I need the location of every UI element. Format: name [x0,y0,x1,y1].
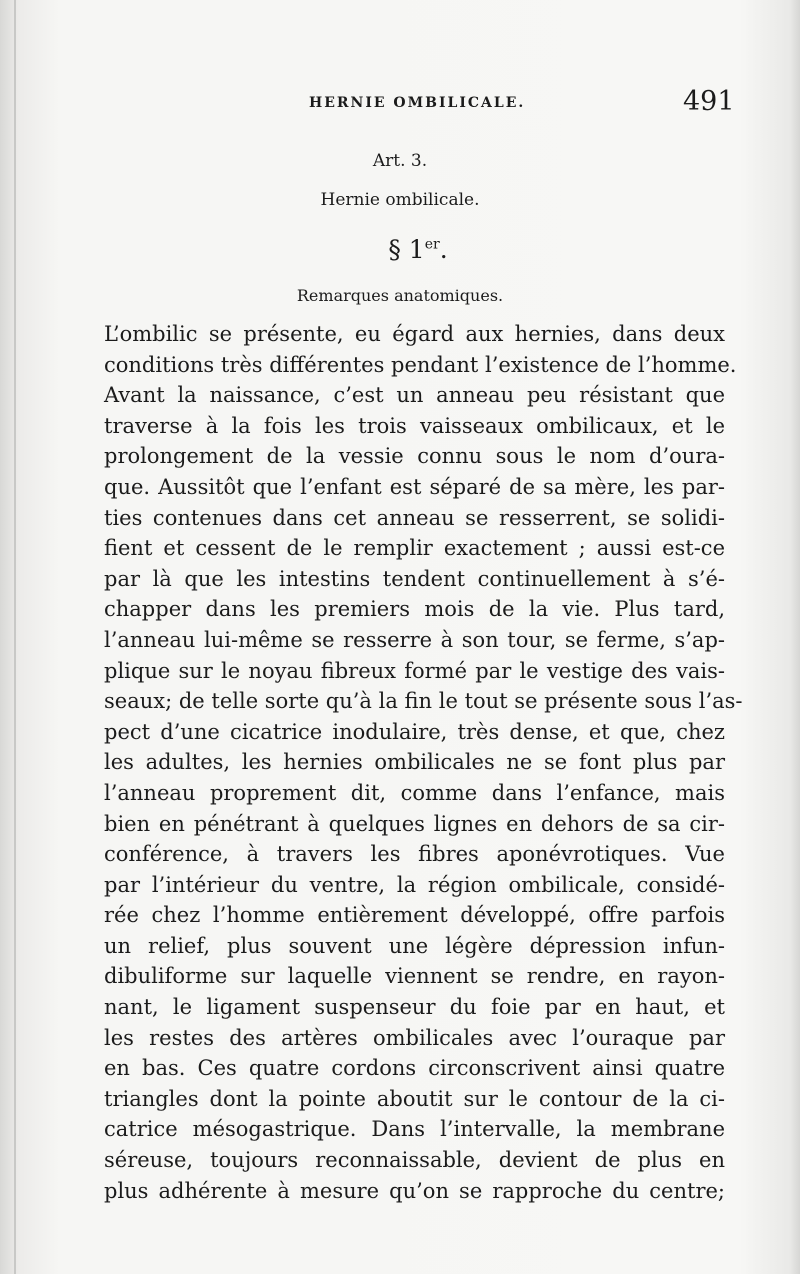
text-line: chapper dans les premiers mois de la vie. Plus tard, [104,597,725,622]
text-line: nant, le ligament suspenseur du foie par en haut, et [104,995,725,1020]
text-line: triangles dont la pointe aboutit sur le contour de la ci- [104,1086,725,1111]
text-line: prolongement de la vessie connu sous le nom d’oura- [104,444,725,469]
text-line: séreuse, toujours reconnaissable, devient de plus en [104,1148,725,1173]
text-line: seaux; de telle sorte qu’à la fin le tout se présente sous l’as- [104,689,743,714]
text-line: dibuliforme sur laquelle viennent se rendre, en rayon- [104,964,725,989]
running-head: HERNIE OMBILICALE. [309,95,526,111]
text-line: catrice mésogastrique. Dans l’intervalle, la membrane [104,1117,725,1142]
text-line: conférence, à travers les fibres aponévrotiques. Vue [104,842,725,867]
subsection-title: Remarques anatomiques. [296,286,504,305]
section-mark [18,235,800,264]
text-line: pect d’une cicatrice inodulaire, très dense, et que, chez [104,719,725,744]
section-suffix: er [424,236,440,253]
text-line: par là que les intestins tendent continuellement à s’é- [104,566,725,591]
section-number: § 1 [388,235,425,264]
text-line: l’anneau lui-même se resserre à son tour, se ferme, s’ap- [104,627,725,652]
text-line: bien en pénétrant à quelques lignes en dehors de sa cir- [104,811,725,836]
text-line: ties contenues dans cet anneau se resserrent, se solidi- [104,505,725,530]
text-line: les adultes, les hernies ombilicales ne se font plus par [104,750,725,775]
section-title: Hernie ombilicale. [320,190,480,210]
text-line: l’anneau proprement dit, comme dans l’enfance, mais [104,780,725,805]
text-line: Avant la naissance, c’est un anneau peu résistant que [104,383,725,408]
page-number: 491 [683,86,735,117]
text-line: L’ombilic se présente, eu égard aux hernies, dans deux [104,322,725,346]
text-line: fient et cessent de le remplir exactement ; aussi est-ce [104,536,725,561]
text-line: les restes des artères ombilicales avec l’ouraque par [104,1025,725,1050]
text-line: en bas. Ces quatre cordons circonscrivent ainsi quatre [104,1056,725,1081]
text-line: traverse à la fois les trois vaisseaux ombilicaux, et le [104,413,725,438]
text-line: plus adhérente à mesure qu’on se rapproche du centre; [104,1178,725,1203]
text-line: rée chez l’homme entièrement développé, offre parfois [104,903,725,928]
body-text [104,319,743,1206]
article-heading: Art. 3. [372,151,428,171]
text-line: un relief, plus souvent une légère dépression infun- [104,933,725,958]
section-dot: . [439,235,448,264]
text-line: conditions très différentes pendant l’existence de l’homme. [104,352,737,377]
text-line: par l’intérieur du ventre, la région ombilicale, considé- [104,872,725,897]
text-line: plique sur le noyau fibreux formé par le vestige des vais- [104,658,725,683]
text-line: que. Aussitôt que l’enfant est séparé de sa mère, les par- [104,474,725,499]
